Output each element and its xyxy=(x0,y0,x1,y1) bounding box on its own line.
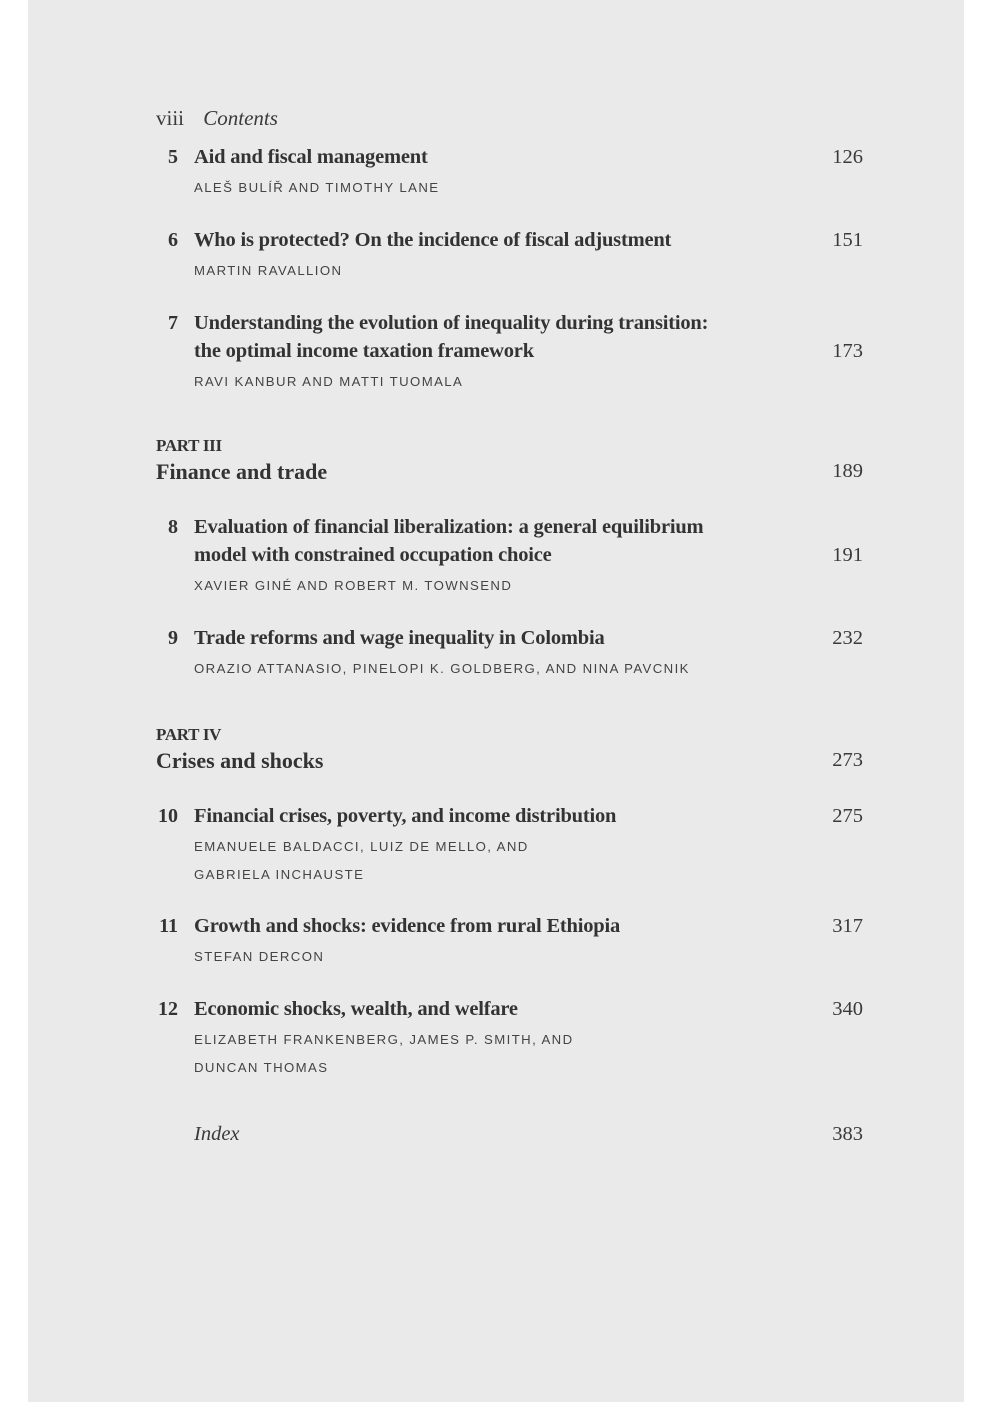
page-number: 383 xyxy=(832,1123,863,1145)
chapter-title-line-1: Evaluation of financial liberalization: a general equilibrium xyxy=(194,516,704,538)
chapter-title: Who is protected? On the incidence of fiscal adjustment xyxy=(194,229,672,251)
page-number: 340 xyxy=(832,998,863,1020)
chapter-title: Trade reforms and wage inequality in Colombia xyxy=(194,627,605,649)
folio: viii xyxy=(156,106,185,130)
part-title: Crises and shocks xyxy=(156,748,324,773)
part-label: PART IV xyxy=(156,725,222,744)
chapter-title-line-2: model with constrained occupation choice xyxy=(194,544,552,566)
page-number: 189 xyxy=(832,460,863,482)
running-head-title: Contents xyxy=(203,106,278,130)
book-page xyxy=(28,0,964,1402)
chapter-authors: XAVIER GINÉ AND ROBERT M. TOWNSEND xyxy=(194,578,513,593)
chapter-number: 10 xyxy=(158,805,178,827)
part-title: Finance and trade xyxy=(156,459,328,484)
chapter-title-line-2: the optimal income taxation framework xyxy=(194,340,534,362)
page-number: 191 xyxy=(832,544,863,566)
chapter-number: 9 xyxy=(168,627,178,649)
index-label: Index xyxy=(194,1123,240,1145)
chapter-authors: STEFAN DERCON xyxy=(194,949,325,964)
page-number: 126 xyxy=(832,146,863,168)
running-head xyxy=(156,106,278,131)
page-number: 273 xyxy=(832,749,863,771)
page-number: 317 xyxy=(832,915,863,937)
part-label: PART III xyxy=(156,436,222,455)
chapter-authors-line-2: DUNCAN THOMAS xyxy=(194,1060,329,1075)
chapter-authors-line-1: ELIZABETH FRANKENBERG, JAMES P. SMITH, AND xyxy=(194,1032,574,1047)
chapter-authors: ALEŠ BULÍŘ AND TIMOTHY LANE xyxy=(194,180,440,195)
page-number: 151 xyxy=(832,229,863,251)
chapter-title: Financial crises, poverty, and income distribution xyxy=(194,805,617,827)
chapter-authors-line-1: EMANUELE BALDACCI, LUIZ DE MELLO, AND xyxy=(194,839,529,854)
chapter-authors-line-2: GABRIELA INCHAUSTE xyxy=(194,867,365,882)
page-number: 275 xyxy=(832,805,863,827)
page-number: 232 xyxy=(832,627,863,649)
chapter-title: Economic shocks, wealth, and welfare xyxy=(194,998,518,1020)
chapter-number: 8 xyxy=(168,516,178,538)
chapter-title-line-1: Understanding the evolution of inequality during transition: xyxy=(194,312,709,334)
chapter-authors: RAVI KANBUR AND MATTI TUOMALA xyxy=(194,374,464,389)
chapter-number: 7 xyxy=(168,312,178,334)
page-number: 173 xyxy=(832,340,863,362)
chapter-authors: MARTIN RAVALLION xyxy=(194,263,343,278)
chapter-number: 5 xyxy=(168,146,178,168)
chapter-title: Aid and fiscal management xyxy=(194,146,428,168)
chapter-number: 12 xyxy=(158,998,178,1020)
chapter-number: 11 xyxy=(159,915,178,937)
chapter-title: Growth and shocks: evidence from rural Ethiopia xyxy=(194,915,621,937)
chapter-authors: ORAZIO ATTANASIO, PINELOPI K. GOLDBERG, AND NINA PAVCNIK xyxy=(194,661,690,676)
chapter-number: 6 xyxy=(168,229,178,251)
